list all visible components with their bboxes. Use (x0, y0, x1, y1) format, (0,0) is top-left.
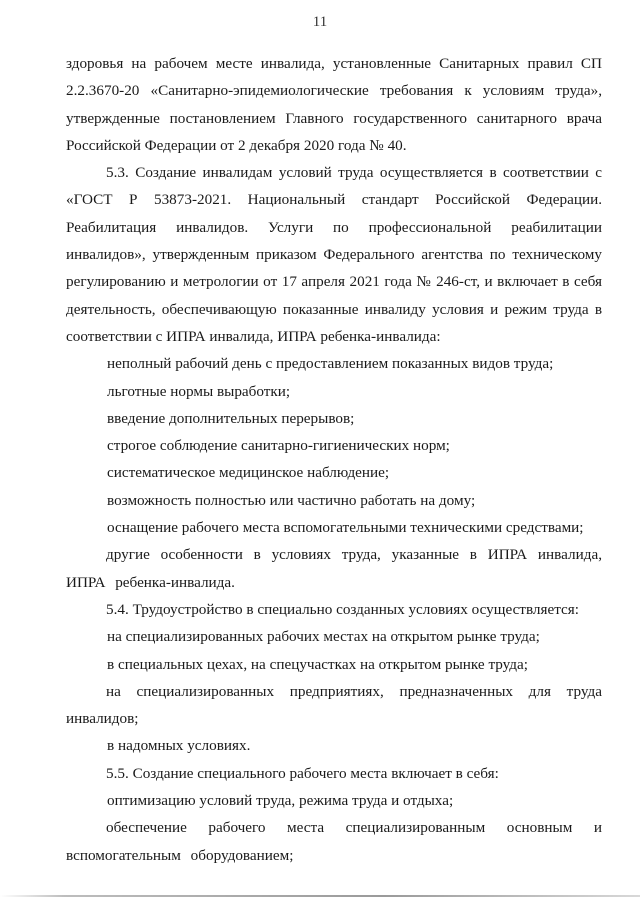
list-item: строгое соблюдение санитарно-гигиенических норм; (107, 437, 450, 455)
paragraph-5-4: 5.4. Трудоустройство в специально созданных условиях осуществляется: (106, 600, 579, 618)
paragraph-continuation: здоровья на рабочем месте инвалида, установленные Санитарных правил СП 2.2.3670-20 «Санитарно-эпидемиологические требования к условиям труда», утвержденные постановлением Главного государственного санитарного врача Российской Федерации от 2 декабря 2020 года № 40. (66, 55, 602, 154)
page-number: 11 (312, 14, 328, 30)
page-bottom-edge (0, 895, 640, 897)
list-item: на специализированных рабочих местах на открытом рынке труда; (107, 628, 540, 646)
list-item: оптимизацию условий труда, режима труда и отдыха; (107, 792, 454, 810)
list-item: возможность полностью или частично работать на дому; (107, 491, 476, 509)
list-item: неполный рабочий день с предоставлением показанных видов труда; (107, 355, 554, 373)
list-item: в специальных цехах, на спецучастках на открытом рынке труда; (107, 655, 528, 673)
list-item: обеспечение рабочего места специализированным основным и вспомогательным оборудованием; (66, 819, 602, 864)
list-item: оснащение рабочего места вспомогательными техническими средствами; (107, 519, 584, 537)
paragraph-5-3: 5.3. Создание инвалидам условий труда осуществляется в соответствии с «ГОСТ Р 53873-2021. Национальный стандарт Российской Федерации. Реабилитация инвалидов. Услуги по профессиональной реабилитации инвалидов», утвержденным приказом Федерального агентства по техническому регулированию и метрологии от 17 апреля 2021 года № 246-ст, и включает в себя деятельность, обеспечивающую показанные инвалиду условия и режим труда в соответствии с ИПРА инвалида, ИПРА ребенка-инвалида: (66, 164, 602, 345)
list-item: на специализированных предприятиях, предназначенных для труда инвалидов; (66, 682, 602, 728)
list-item: систематическое медицинское наблюдение; (107, 464, 390, 482)
paragraph-5-5: 5.5. Создание специального рабочего места включает в себя: (106, 764, 499, 782)
list-item: в надомных условиях. (107, 737, 251, 755)
list-item: введение дополнительных перерывов; (107, 409, 355, 427)
list-item: другие особенности в условиях труда, указанные в ИПРА инвалида, ИПРА ребенка-инвалида. (66, 546, 602, 591)
document-body (66, 50, 602, 869)
list-item: льготные нормы выработки; (107, 382, 291, 400)
